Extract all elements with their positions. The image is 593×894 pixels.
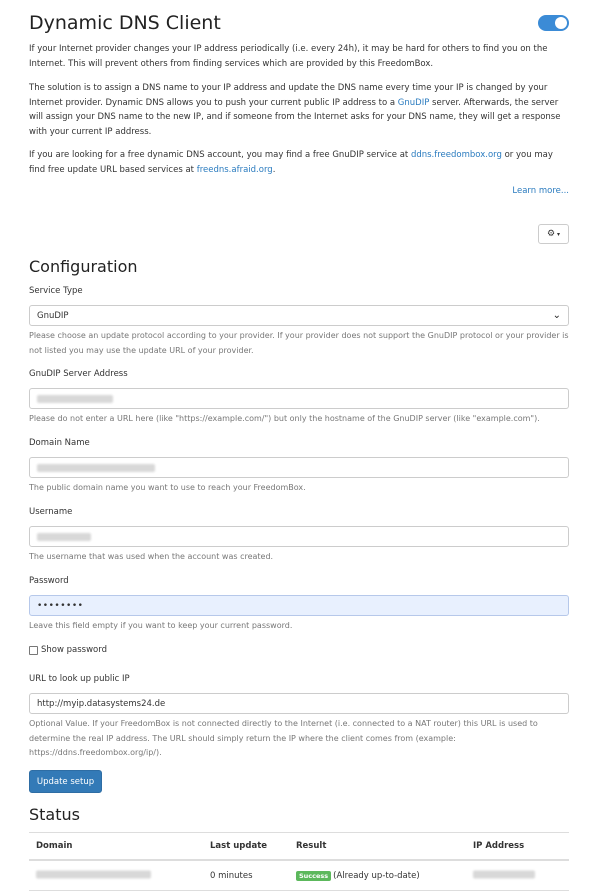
username-help: The username that was used when the account was created. bbox=[29, 552, 274, 561]
caret-down-icon: ▾ bbox=[557, 230, 561, 238]
domain-cell bbox=[36, 870, 151, 881]
column-header-result: Result bbox=[296, 841, 327, 851]
server-address-label: GnuDIP Server Address bbox=[29, 369, 128, 379]
column-header-domain: Domain bbox=[36, 841, 73, 851]
ip-url-label: URL to look up public IP bbox=[29, 674, 130, 684]
username-input[interactable] bbox=[29, 526, 569, 547]
intro-paragraph-3: If you are looking for a free dynamic DNS account, you may find a free GnuDIP service at ddns.freedombox.org or you may find free update URL based services at freedns.afraid.org. bbox=[29, 150, 553, 175]
service-type-select[interactable] bbox=[29, 305, 569, 326]
page-title: Dynamic DNS Client bbox=[29, 12, 221, 34]
redacted-value bbox=[37, 533, 91, 541]
redacted-value bbox=[37, 464, 155, 472]
status-table-header bbox=[29, 832, 569, 861]
column-header-last-update: Last update bbox=[210, 841, 268, 851]
status-heading: Status bbox=[29, 805, 80, 824]
redacted-value bbox=[473, 870, 535, 878]
password-label: Password bbox=[29, 576, 69, 586]
service-type-value: GnuDIP bbox=[37, 310, 69, 321]
show-password-checkbox[interactable] bbox=[29, 645, 107, 655]
service-type-label: Service Type bbox=[29, 286, 83, 296]
status-badge: Success bbox=[296, 871, 331, 881]
redacted-value bbox=[36, 870, 151, 878]
learn-more-link[interactable]: Learn more... bbox=[512, 186, 569, 196]
server-address-input[interactable] bbox=[29, 388, 569, 409]
ip-url-help: Optional Value. If your FreedomBox is not connected directly to the Internet (i.e. connected to a NAT router) this URL is used to determine the real IP address. The URL should simply return the IP where the client comes from (example: https://ddns.freedombox.org/ip/). bbox=[29, 719, 538, 757]
configuration-heading: Configuration bbox=[29, 257, 138, 276]
last-update-cell: 0 minutes bbox=[210, 870, 253, 881]
gnudip-link[interactable]: GnuDIP bbox=[397, 97, 430, 108]
service-type-help: Please choose an update protocol according to your provider. If your provider does not support the GnuDIP protocol or your provider is not listed you may use the update URL of your provider. bbox=[29, 331, 569, 355]
password-help: Leave this field empty if you want to keep your current password. bbox=[29, 621, 293, 630]
show-password-label: Show password bbox=[41, 645, 107, 655]
result-cell bbox=[296, 871, 420, 881]
result-text: (Already up-to-date) bbox=[333, 870, 420, 881]
update-setup-button[interactable]: Update setup bbox=[29, 770, 102, 793]
domain-name-help: The public domain name you want to use to reach your FreedomBox. bbox=[29, 483, 306, 492]
ip-url-value: http://myip.datasystems24.de bbox=[37, 698, 166, 709]
app-enable-toggle[interactable] bbox=[538, 15, 569, 31]
intro-paragraph-1: If your Internet provider changes your IP address periodically (i.e. every 24h), it may be hard for others to find you on the Internet. This will prevent others from finding services which are provided by this FreedomBox. bbox=[29, 44, 548, 69]
ip-address-cell bbox=[473, 870, 535, 881]
password-input[interactable] bbox=[29, 595, 569, 616]
domain-name-input[interactable] bbox=[29, 457, 569, 478]
settings-dropdown-button[interactable] bbox=[538, 224, 569, 244]
server-address-help: Please do not enter a URL here (like "https://example.com/") but only the hostname of the GnuDIP server (like "example.com"). bbox=[29, 414, 540, 423]
intro-paragraph-2: The solution is to assign a DNS name to your IP address and update the DNS name every time your IP is changed by your Internet provider. Dynamic DNS allows you to push your current public IP address to a GnuDIP server. Afterwards, the server will assign your DNS name to the new IP, and if someone from the Internet asks for your DNS name, they will get a response with your current IP address. bbox=[29, 83, 561, 137]
table-row bbox=[29, 861, 569, 891]
ddns-freedombox-link[interactable]: ddns.freedombox.org bbox=[410, 150, 502, 160]
gear-icon: ⚙ bbox=[546, 229, 556, 239]
freedns-link[interactable]: freedns.afraid.org bbox=[196, 164, 273, 175]
column-header-ip-address: IP Address bbox=[473, 841, 525, 851]
ip-url-input[interactable] bbox=[29, 693, 569, 714]
redacted-value bbox=[37, 395, 113, 403]
username-label: Username bbox=[29, 507, 73, 517]
domain-name-label: Domain Name bbox=[29, 438, 90, 448]
checkbox[interactable] bbox=[29, 646, 38, 655]
password-value: •••••••• bbox=[37, 600, 84, 611]
chevron-down-icon: ⌄ bbox=[552, 310, 561, 321]
